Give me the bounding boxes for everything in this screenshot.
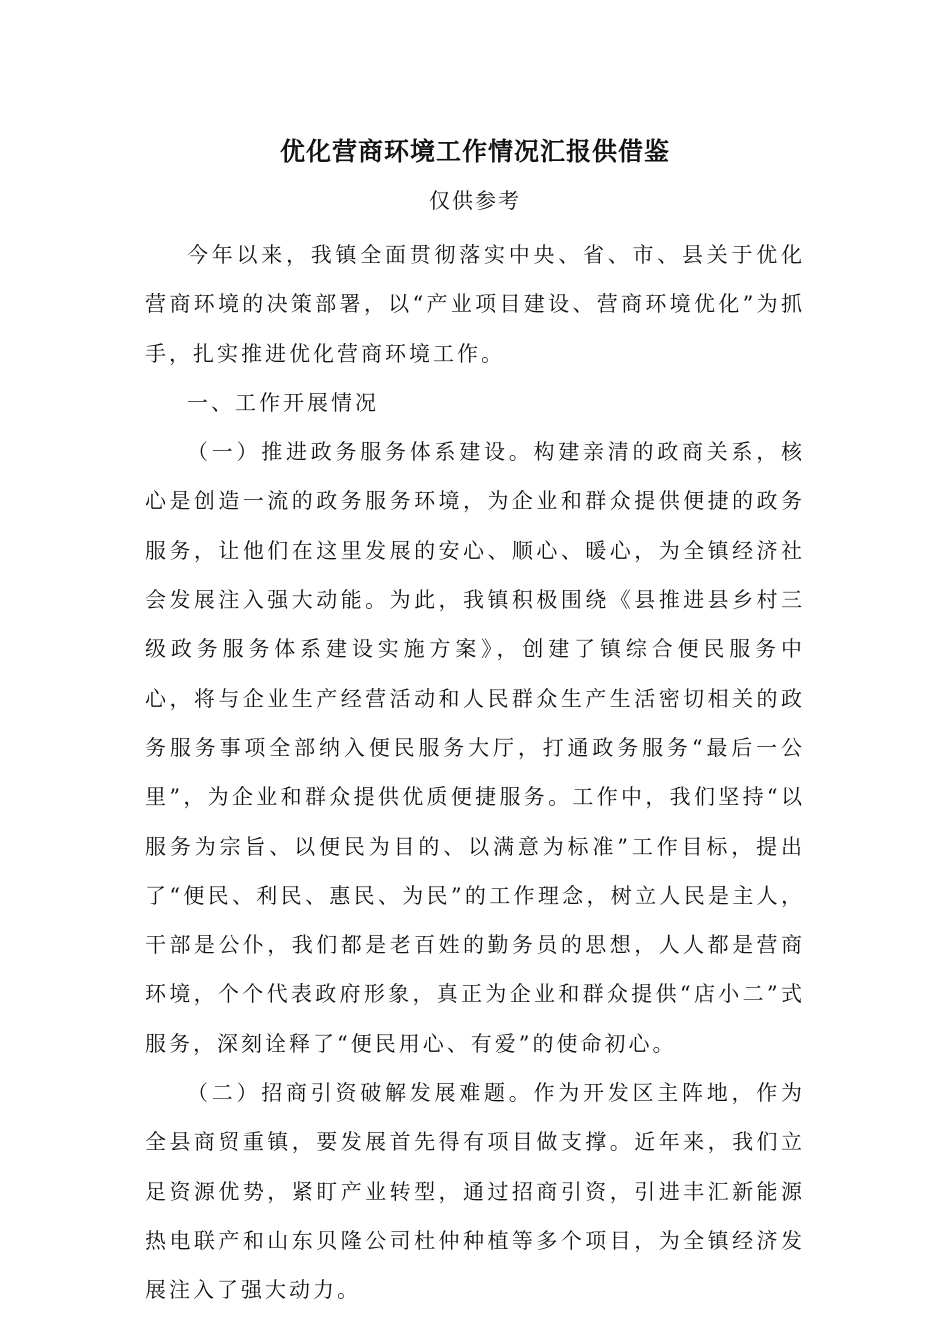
paragraph-government-services: （一）推进政务服务体系建设。构建亲清的政商关系，核心是创造一流的政务服务环境，为企业和群众提供便捷的政务服务，让他们在这里发展的安心、顺心、暖心，为全镇经济社会发展注入强大动能。为此，我镇积极围绕《县推进县乡村三级政务服务体系建设实施方案》，创建了镇综合便民服务中心，将与企业生产经营活动和人民群众生产生活密切相关的政务服务事项全部纳入便民服务大厅，打通政务服务“最后一公里”，为企业和群众提供优质便捷服务。工作中，我们坚持“以服务为宗旨、以便民为目的、以满意为标准”工作目标，提出了“便民、利民、惠民、为民”的工作理念，树立人民是主人，干部是公仆，我们都是老百姓的勤务员的思想，人人都是营商环境，个个代表政府形象，真正为企业和群众提供“店小二”式服务，深刻诠释了“便民用心、有爱”的使命初心。	[145, 440, 805, 1056]
paragraph-investment-attraction: （二）招商引资破解发展难题。作为开发区主阵地，作为全县商贸重镇，要发展首先得有项目做支撑。近年来，我们立足资源优势，紧盯产业转型，通过招商引资，引进丰汇新能源热电联产和山东贝隆公司杜仲种植等多个项目，为全镇经济发展注入了强大动力。	[145, 1081, 805, 1303]
document-body	[145, 231, 805, 1316]
paragraph-intro: 今年以来，我镇全面贯彻落实中央、省、市、县关于优化营商环境的决策部署，以“产业项目建设、营商环境优化”为抓手，扎实推进优化营商环境工作。	[145, 243, 805, 366]
document-subtitle: 仅供参考	[429, 189, 521, 213]
document-title: 优化营商环境工作情况汇报供借鉴	[279, 137, 670, 166]
section-heading-work-progress: 一、工作开展情况	[187, 390, 379, 415]
